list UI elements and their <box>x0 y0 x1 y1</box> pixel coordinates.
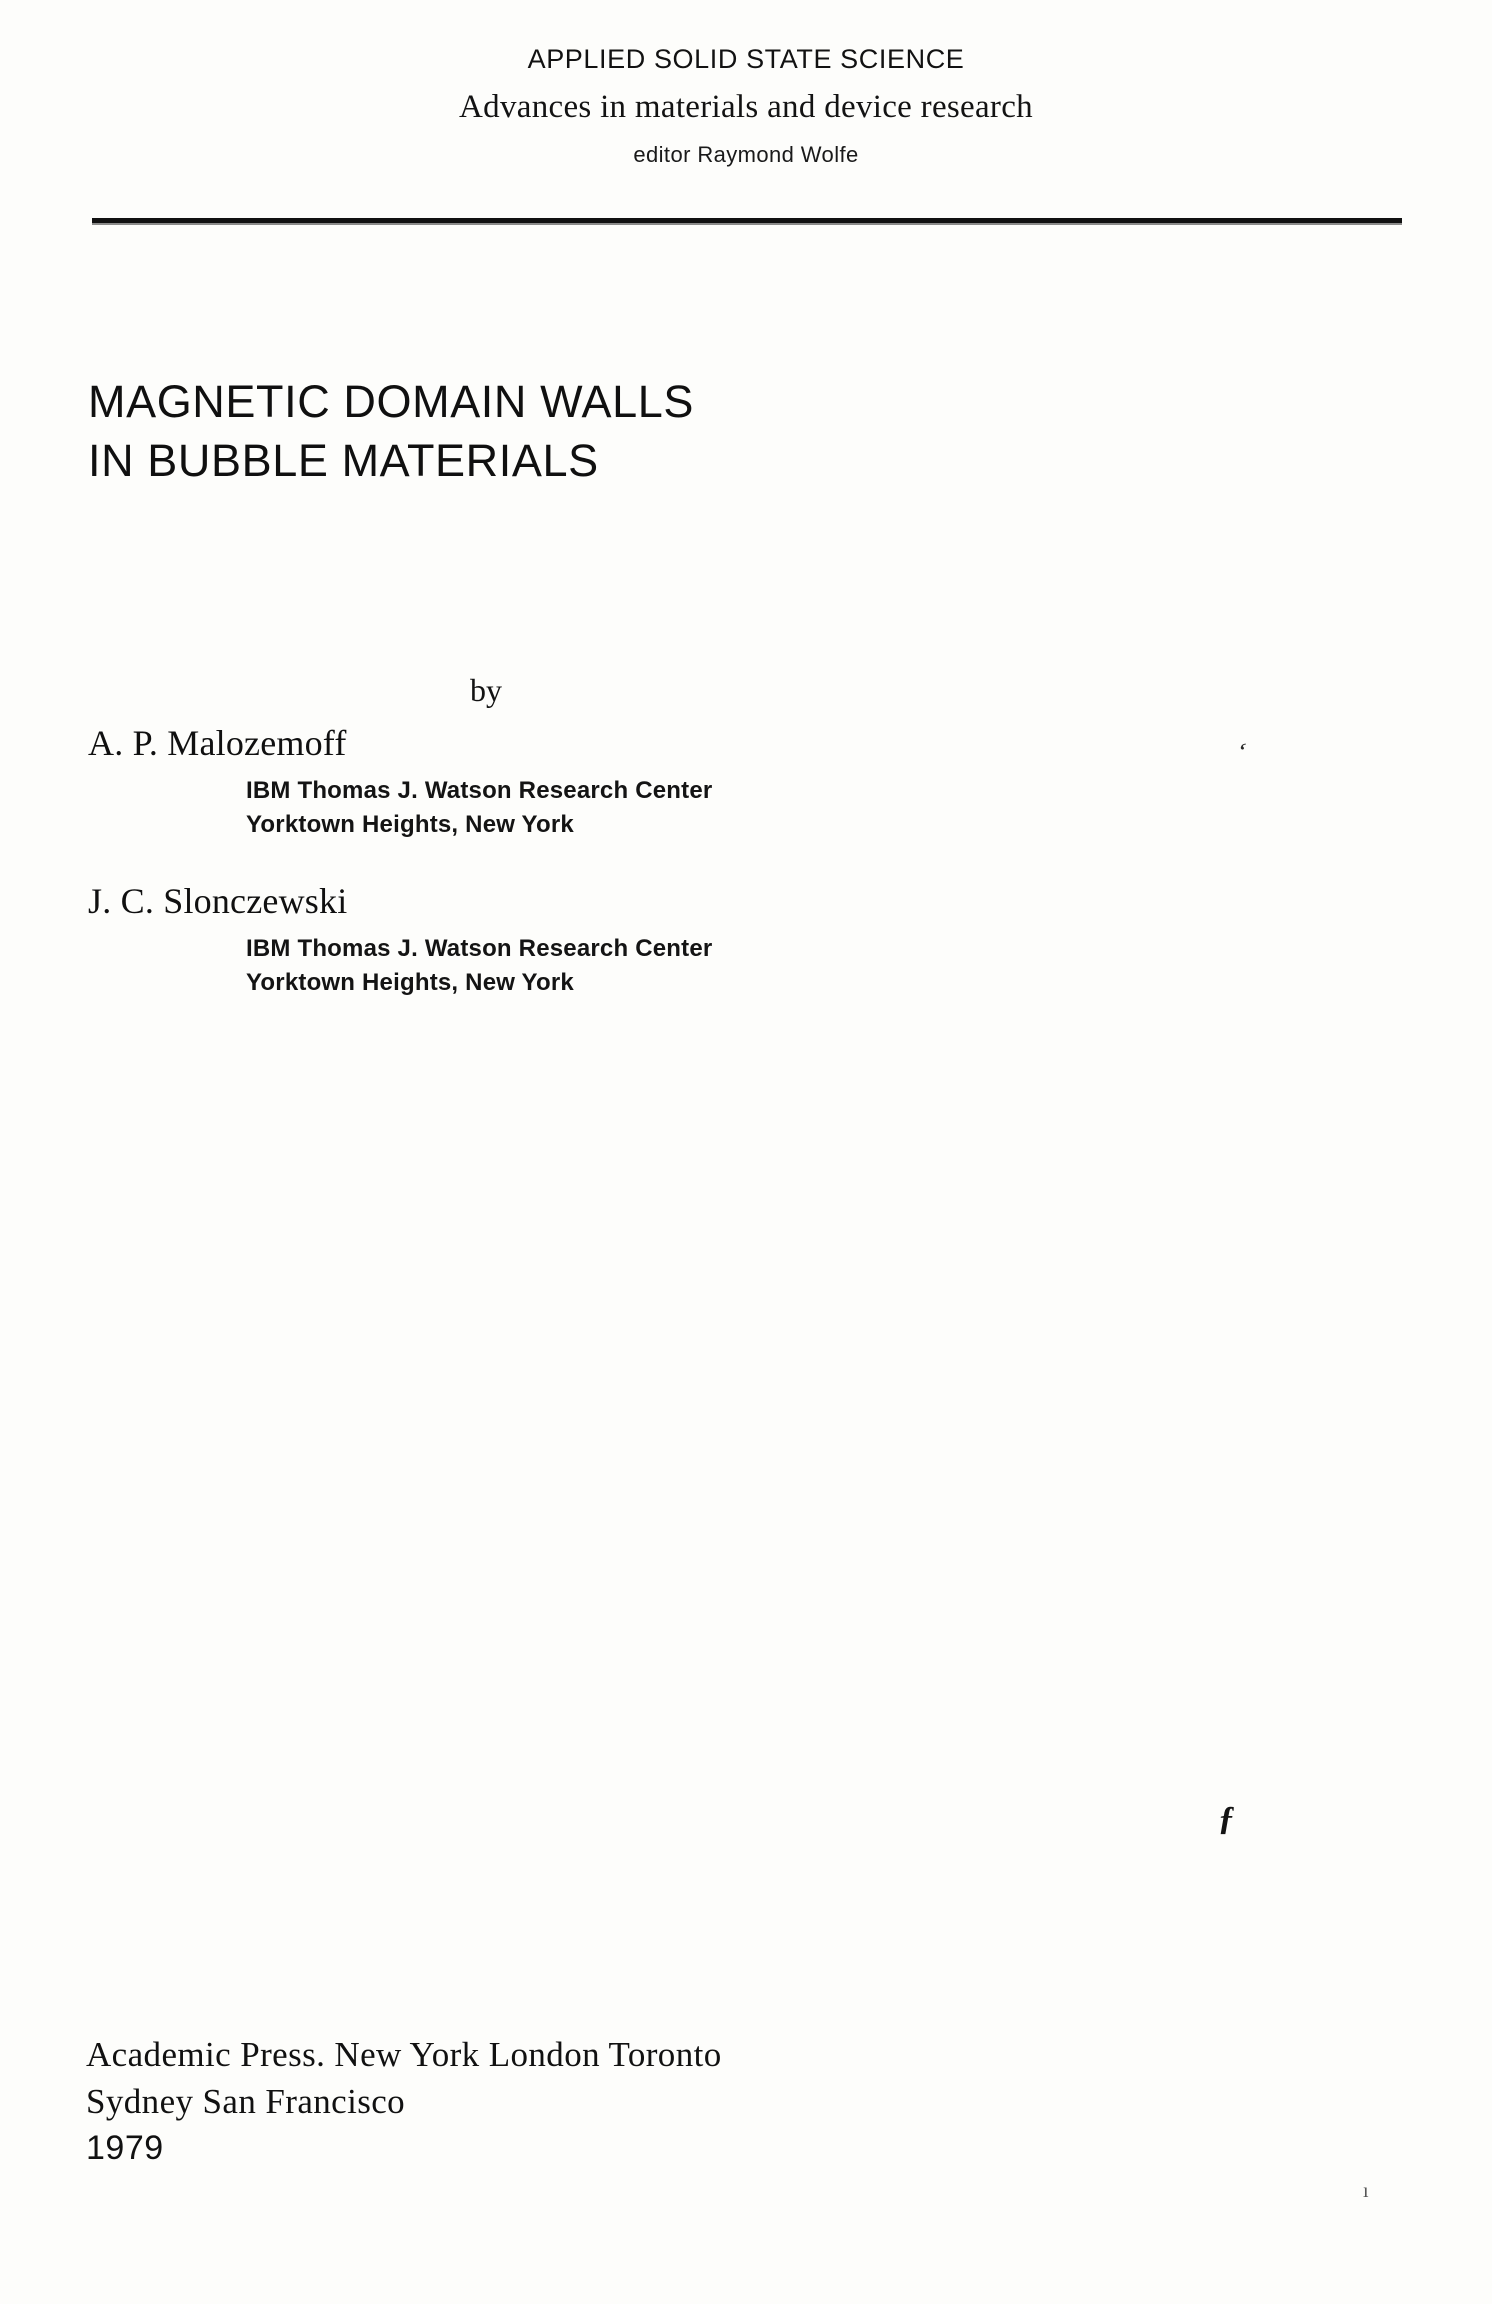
author-affiliation <box>246 932 712 1000</box>
author-affiliation-line-2: Yorktown Heights, New York <box>246 969 574 997</box>
publisher-line-1: Academic Press. New York London Toronto <box>86 2035 722 2074</box>
byline <box>0 672 1492 709</box>
author-affiliation-line-1: IBM Thomas J. Watson Research Center <box>246 935 713 962</box>
page-title <box>88 372 694 491</box>
series-title: APPLIED SOLID STATE SCIENCE <box>527 44 965 74</box>
series-header <box>0 44 1492 168</box>
author-name: A. P. Malozemoff <box>88 723 347 763</box>
page-title-line-2: IN BUBBLE MATERIALS <box>88 435 599 487</box>
publisher-line-2: Sydney San Francisco <box>86 2081 406 2121</box>
page-title-line-1: MAGNETIC DOMAIN WALLS <box>88 376 694 427</box>
stray-dot-mark: ı <box>1363 2180 1369 2202</box>
author-affiliation-line-2: Yorktown Heights, New York <box>246 811 574 839</box>
series-editor: editor Raymond Wolfe <box>633 142 859 167</box>
stray-tick-mark: ‘ <box>1233 736 1250 767</box>
series-subtitle: Advances in materials and device research <box>459 89 1033 125</box>
author-affiliation <box>246 774 712 842</box>
publication-year: 1979 <box>86 2128 164 2167</box>
author-entry-2 <box>88 880 712 1000</box>
stray-slash-mark: ƒ <box>1218 1800 1235 1837</box>
horizontal-rule <box>92 218 1402 223</box>
author-entry-1 <box>88 722 712 842</box>
publisher-block <box>86 2032 722 2171</box>
author-name: J. C. Slonczewski <box>88 881 348 921</box>
byline-text: by <box>470 672 502 708</box>
author-affiliation-line-1: IBM Thomas J. Watson Research Center <box>246 777 713 804</box>
